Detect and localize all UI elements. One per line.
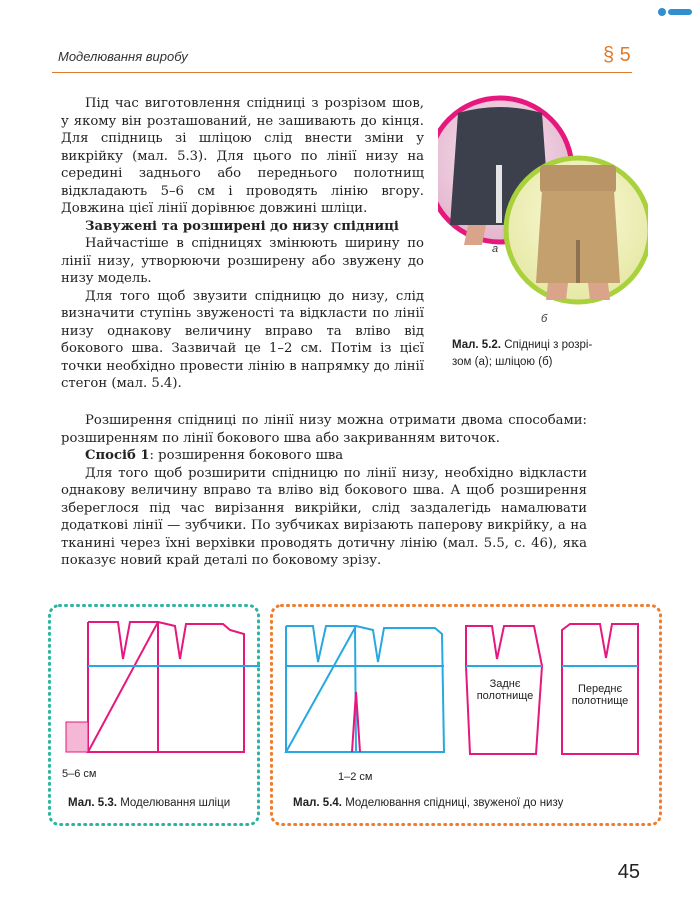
front-panel-label	[562, 683, 638, 707]
method-title: : розширення бокового шва	[149, 448, 344, 463]
figure-5-3	[48, 604, 260, 826]
photo-caption	[452, 337, 642, 371]
paragraph-slit: Під час виготовлення спідниці з розрізом шов, у якому він розташований, не зашивають до кінця. Для спідниць зі шліцою слід внести зміни у викрійку (мал. 5.3). Для цього по лінії низу на середині заднього або переднього полотнищ відкладають 5–6 см і проводять лінію вгору. Довжина цієї лінії дорівнює довжині шліци.	[61, 96, 424, 216]
text-column	[61, 95, 424, 393]
fig54-caption-text: Моделювання спідниці, звуженої до низу	[345, 797, 564, 809]
photo-caption-number: Мал. 5.2.	[452, 339, 501, 351]
back-panel-line1: Заднє	[489, 678, 521, 690]
page-number: 45	[617, 861, 640, 883]
section-number: § 5	[603, 44, 631, 66]
method-label: Спосіб 1	[85, 448, 150, 463]
skirt-photos	[438, 95, 648, 325]
front-panel-line2: полотнище	[571, 695, 629, 707]
fig53-measure: 5–6 см	[62, 768, 97, 780]
paragraph-widen: Розширення спідниці по лінії низу можна отримати двома способами: розширенням по лінії бокового шва або закриванням виточок.	[61, 413, 587, 446]
heading-method1	[61, 447, 587, 465]
header-divider	[52, 72, 632, 73]
paragraph-width: Найчастіше в спідницях змінюють ширину по лінії низу, утворюючи розширену або звужену до низу модель.	[61, 236, 424, 286]
photo-label-a: а	[492, 243, 499, 255]
fig53-caption	[68, 797, 230, 809]
back-panel-line2: полотнище	[476, 690, 534, 702]
fig54-measure: 1–2 см	[338, 771, 373, 783]
header-title: Моделювання виробу	[58, 49, 188, 64]
paragraph-method1: Для того щоб розширити спідницю по лінії низу, необхідно відкласти однакову величину вправо та вліво від бокового шва. А щоб розширення збереглося під час вирізання викрійки, слід заздалегідь намалювати додаткові лінії — зубчики. По зубчиках вирізають паперову викрійку, а на тканині через їхні верхівки проводять дотичну лінію (мал. 5.5, с. 46), яка показує новий край деталі по боковому зрізу.	[61, 465, 587, 568]
photo-label-b: б	[541, 313, 548, 325]
fig54-caption-number: Мал. 5.4.	[293, 797, 342, 809]
front-panel-line1: Переднє	[577, 683, 623, 695]
text-wide	[61, 412, 587, 570]
fig53-caption-text: Моделювання шліци	[120, 797, 231, 809]
fig54-caption	[293, 797, 563, 809]
fig53-caption-number: Мал. 5.3.	[68, 797, 117, 809]
photo-caption-line1: Спідниці з розрі-	[504, 339, 593, 351]
paragraph-narrow: Для того щоб звузити спідницю до низу, слід визначити ступінь звуженості та відкласти по лінії низу однакову величину вправо та вліво від бокового шва. Зазвичай це 1–2 см. Потім із цієї точки необхідно провести лінію в напрямку до лінії стегон (мал. 5.4).	[61, 288, 424, 391]
photo-caption-line2: зом (а); шліцою (б)	[452, 356, 553, 368]
back-panel-label	[467, 678, 543, 702]
photo-b	[506, 158, 648, 302]
heading-narrowed: Завужені та розширені до низу спідниці	[85, 218, 399, 234]
publisher-logo	[658, 6, 694, 18]
figure-5-4	[270, 604, 662, 826]
